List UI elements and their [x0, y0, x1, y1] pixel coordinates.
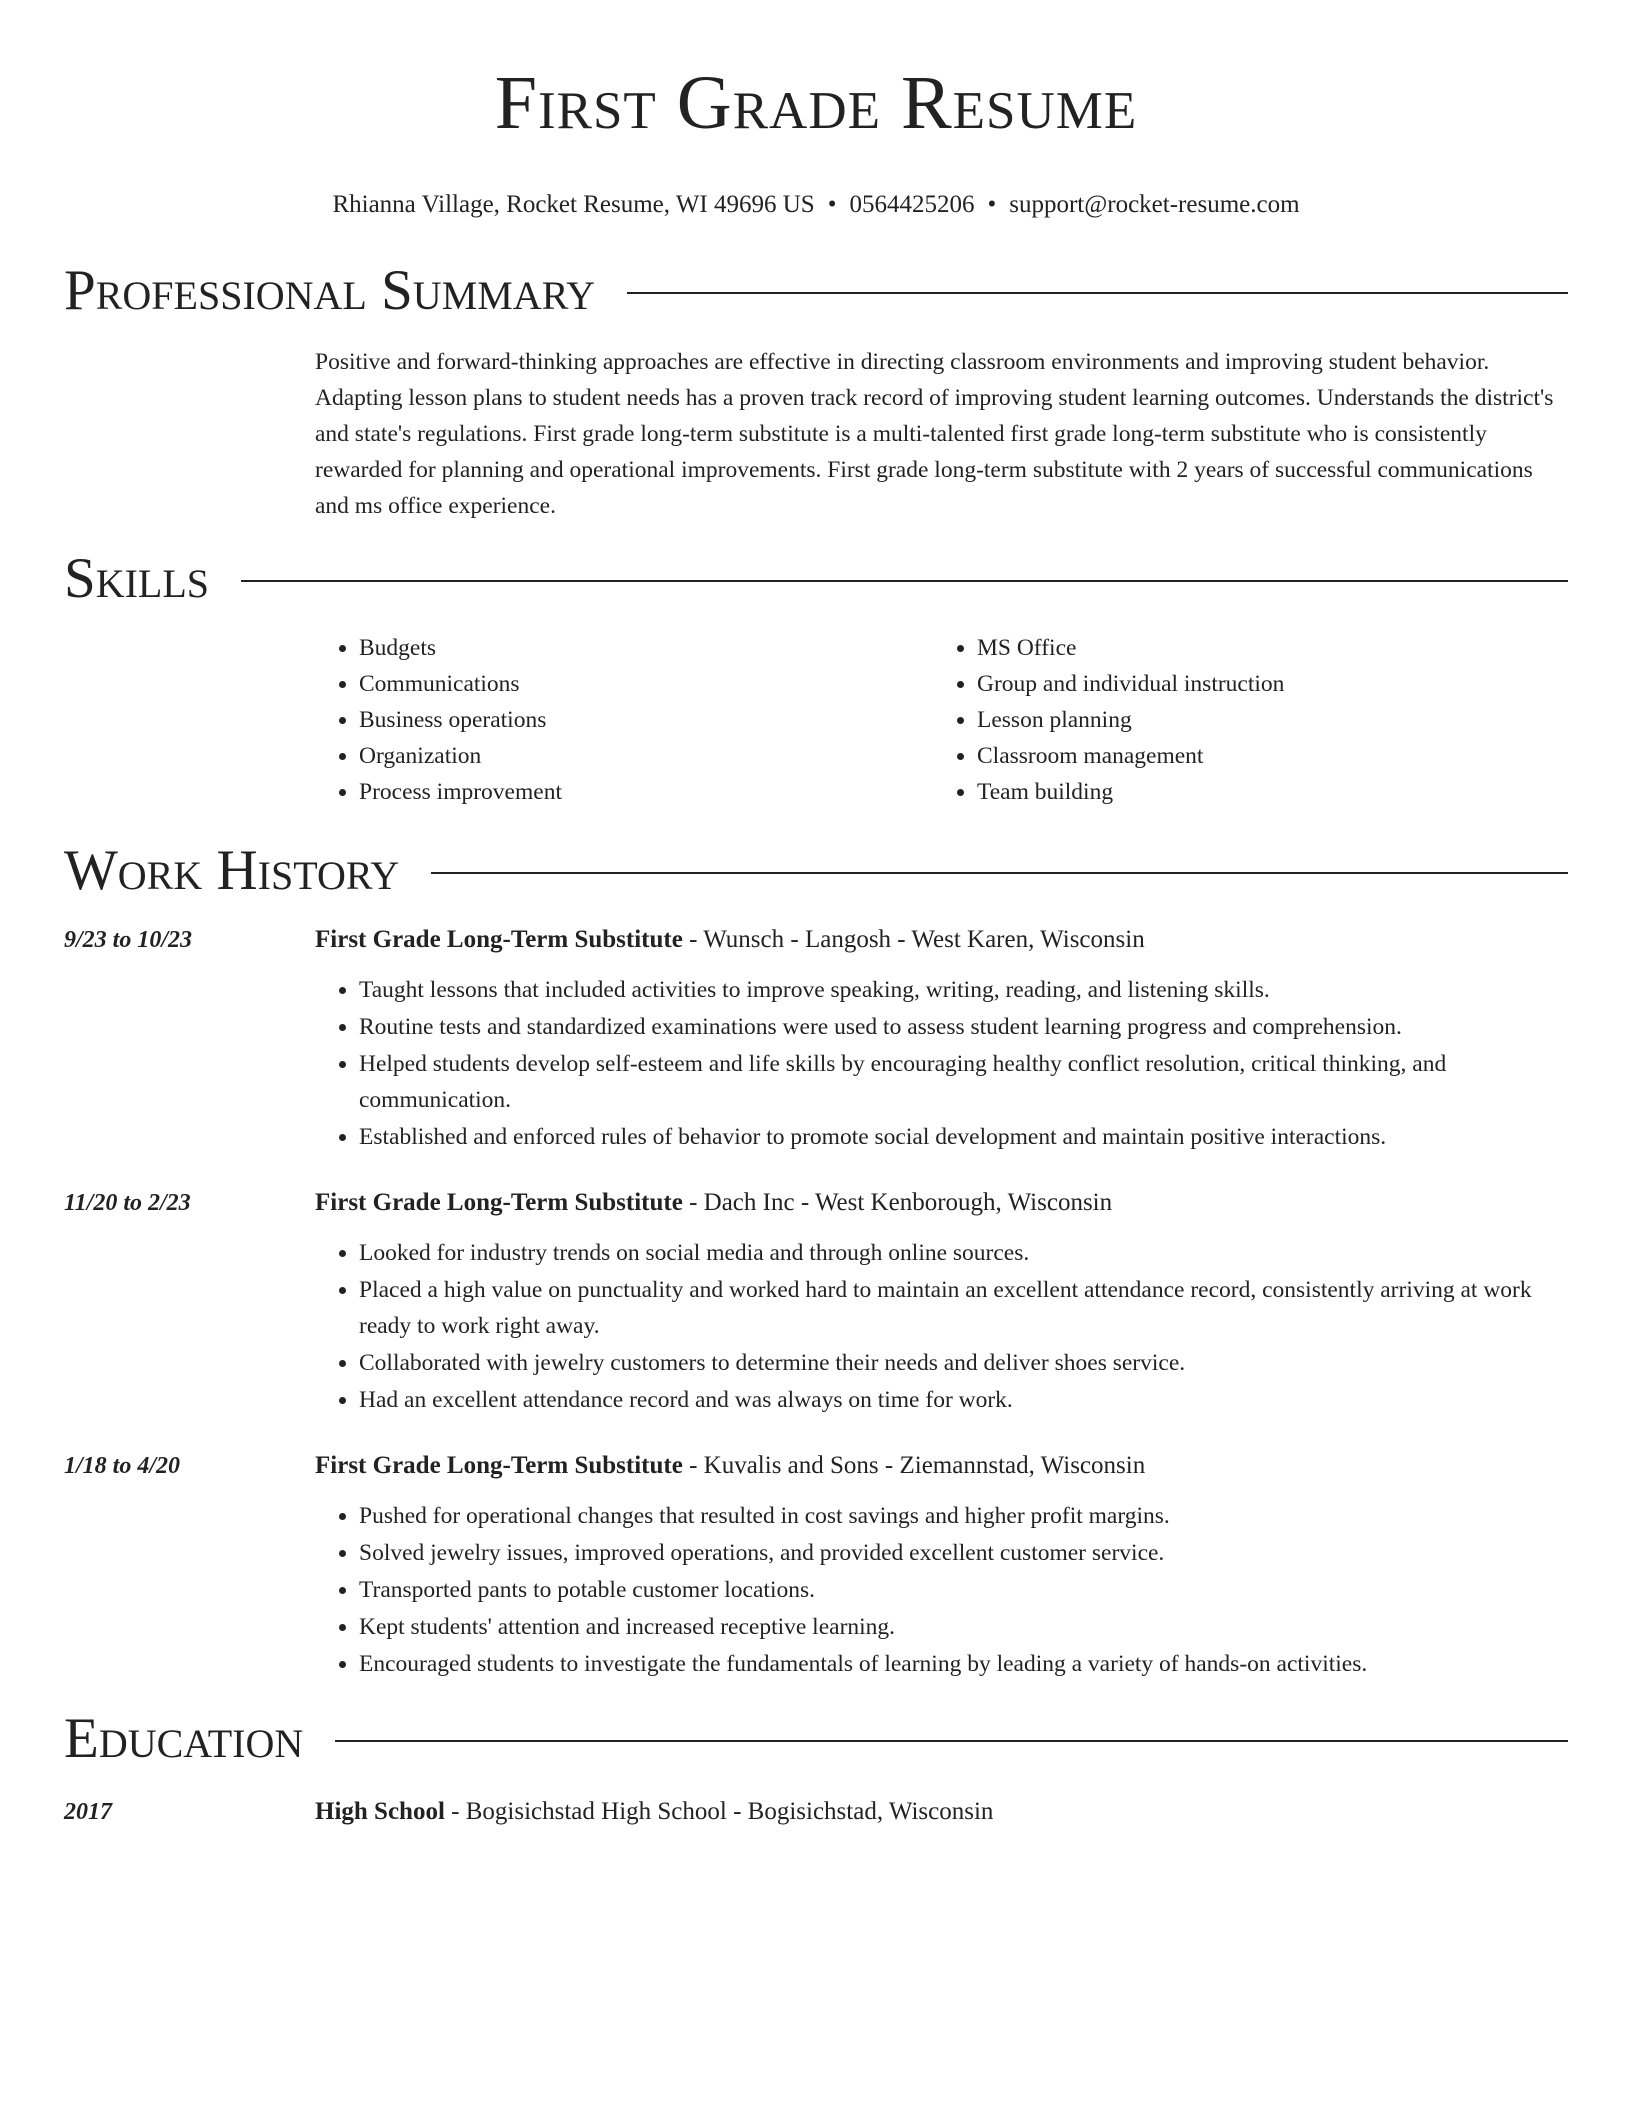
- job-header: [64, 1185, 1568, 1221]
- work-section-header: [64, 838, 1568, 904]
- job-title-line: [315, 1448, 1145, 1484]
- job-bullet: • Encouraged students to investigate the fundamentals of learning by leading a variety of hands-on activities.: [359, 1646, 1568, 1682]
- job-title-line: [315, 1185, 1112, 1221]
- job-entry: [64, 1448, 1568, 1682]
- job-bullets: [315, 1235, 1568, 1418]
- contact-line: [64, 190, 1568, 220]
- section-divider: [241, 580, 1568, 582]
- job-employer: - Kuvalis and Sons - Ziemannstad, Wisconsin: [682, 1452, 1146, 1479]
- job-bullet: • Kept students' attention and increased receptive learning.: [359, 1609, 1568, 1645]
- skill-item: • Business operations: [359, 702, 933, 738]
- job-date: 1/18 to 4/20: [64, 1453, 181, 1479]
- job-bullet: • Taught lessons that included activities to improve speaking, writing, reading, and listening skills.: [359, 972, 1568, 1008]
- skill-item: • Classroom management: [977, 738, 1551, 774]
- education-line: [315, 1794, 993, 1830]
- skill-item: • Process improvement: [359, 774, 933, 810]
- job-title-line: [315, 922, 1145, 958]
- summary-text: Positive and forward-thinking approaches are effective in directing classroom environments and improving student behavior. Adapting lesson plans to student needs has a proven track record of improving student learning outcomes. Understands the district's and state's regulations. First grade long-term substitute is a multi-talented first grade long-term substitute who is consistently rewarded for planning and operational improvements. First grade long-term substitute with 2 years of successful communications and ms office experience.: [315, 349, 1554, 519]
- job-date: 9/23 to 10/23: [64, 927, 193, 953]
- job-role: First Grade Long-Term Substitute: [315, 1452, 683, 1479]
- section-divider: [627, 292, 1568, 294]
- education-section-header: [64, 1706, 1568, 1772]
- summary-heading: Professional Summary: [64, 259, 596, 322]
- job-bullet: • Solved jewelry issues, improved operations, and provided excellent customer service.: [359, 1535, 1568, 1571]
- job-bullet: • Had an excellent attendance record and was always on time for work.: [359, 1382, 1568, 1418]
- job-date: 11/20 to 2/23: [64, 1190, 191, 1216]
- job-bullet: • Transported pants to potable customer locations.: [359, 1572, 1568, 1608]
- skills-list: [315, 630, 1568, 810]
- skill-item: • Budgets: [359, 630, 933, 666]
- resume-title: First Grade Resume: [494, 61, 1138, 145]
- skill-item: • MS Office: [977, 630, 1551, 666]
- skill-item: • Lesson planning: [977, 702, 1551, 738]
- education-heading: Education: [64, 1707, 304, 1770]
- skill-item: • Group and individual instruction: [977, 666, 1551, 702]
- job-bullet: • Pushed for operational changes that resulted in cost savings and higher profit margins.: [359, 1498, 1568, 1534]
- skill-item: • Organization: [359, 738, 933, 774]
- skills-column-right: [933, 630, 1551, 810]
- education-degree: High School: [315, 1798, 445, 1825]
- job-entry: [64, 922, 1568, 1155]
- job-employer: - Wunsch - Langosh - West Karen, Wisconsin: [682, 926, 1145, 953]
- job-bullet: • Looked for industry trends on social media and through online sources.: [359, 1235, 1568, 1271]
- job-bullet: • Collaborated with jewelry customers to determine their needs and deliver shoes service.: [359, 1345, 1568, 1381]
- job-bullet: • Established and enforced rules of behavior to promote social development and maintain positive interactions.: [359, 1119, 1568, 1155]
- job-bullets: [315, 972, 1568, 1155]
- job-bullet: • Routine tests and standardized examinations were used to assess student learning progress and comprehension.: [359, 1009, 1568, 1045]
- skills-section-header: [64, 546, 1568, 612]
- job-bullet: • Helped students develop self-esteem and life skills by encouraging healthy conflict resolution, critical thinking, and communication.: [359, 1046, 1568, 1118]
- skills-heading: Skills: [64, 547, 210, 610]
- skill-item: • Team building: [977, 774, 1551, 810]
- education-entry: [64, 1794, 1568, 1830]
- contact-separator: •: [987, 191, 997, 218]
- section-divider: [431, 872, 1568, 874]
- summary-section-header: [64, 258, 1568, 324]
- job-bullet: • Placed a high value on punctuality and worked hard to maintain an excellent attendance record, consistently arriving at work ready to work right away.: [359, 1272, 1568, 1344]
- section-divider: [335, 1740, 1568, 1742]
- job-role: First Grade Long-Term Substitute: [315, 1189, 683, 1216]
- work-heading: Work History: [64, 839, 400, 902]
- skill-item: • Communications: [359, 666, 933, 702]
- contact-email: support@rocket-resume.com: [1009, 191, 1300, 218]
- contact-separator: •: [827, 191, 837, 218]
- education-year: 2017: [64, 1799, 112, 1825]
- education-school: - Bogisichstad High School - Bogisichstad, Wisconsin: [444, 1798, 994, 1825]
- job-header: [64, 1448, 1568, 1484]
- job-employer: - Dach Inc - West Kenborough, Wisconsin: [682, 1189, 1113, 1216]
- skills-column-left: [315, 630, 933, 810]
- job-role: First Grade Long-Term Substitute: [315, 926, 683, 953]
- contact-address: Rhianna Village, Rocket Resume, WI 49696 US: [332, 191, 815, 218]
- job-header: [64, 922, 1568, 958]
- job-entry: [64, 1185, 1568, 1418]
- contact-phone: 0564425206: [849, 191, 975, 218]
- job-bullets: [315, 1498, 1568, 1682]
